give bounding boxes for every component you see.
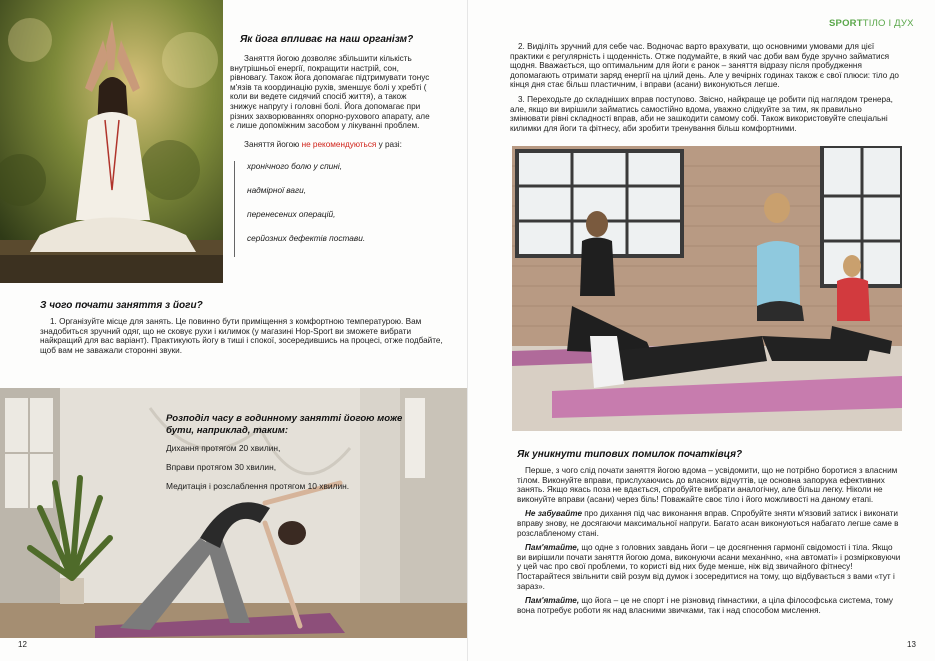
mistakes-text-4: Пам'ятайте, що йога – це не спорт і не різновид гімнастики, а ціла філософська система, тому вона потребує роботи як над власними звичками, так і над способом мислення. — [517, 596, 894, 615]
contra-intro: Заняття йогою не рекомендуються у разі: — [244, 139, 402, 149]
list-item: перенесених операцій, — [247, 209, 336, 220]
mistakes-section — [517, 449, 901, 620]
body-effect-title: Як йога впливає на наш організм? — [240, 34, 414, 45]
mistakes-text-3: Пам'ятайте, що одне з головних завдань йоги – це досягнення гармонії свідомості і тіла. Якщо ви вирішили почати заняття йогою дома, виконуючи асани механічно, «на автоматі» і розмірковуючи у цей час про свої проблеми, то користі від них буде менше, ніж від звичайного фітнесу! Постарайтеся звільнити свій розум від думок і зосередитися на тому, що відбувається з вами «тут і зараз». — [517, 543, 901, 591]
steps-section — [510, 42, 902, 138]
start-title: З чого почати заняття з йоги? — [40, 300, 203, 311]
mistakes-title: Як уникнути типових помилок початківця? — [517, 449, 743, 460]
group-yoga-photo — [512, 146, 902, 431]
list-item: надмірної ваги, — [247, 185, 307, 196]
body-effect-text: Заняття йогою дозволяє збільшити кількість внутрішньої енергії, покращити настрій, сон, рівновагу. Також йога допомагає підтримувати тонус м'язів та координацію рухів, зменшує болі у хребті ( коли ви ведете сидячий спосіб життя), а також знижує напругу і головні болі. Йога допомагає при різних захворюваннях опорно-рухового апарату, але є лише допоміжним засобом у лікуванні проблем. — [230, 54, 430, 131]
timing-block — [166, 413, 406, 500]
list-item: Вправи протягом 30 хвилин, — [166, 462, 277, 472]
page-number-right: 13 — [907, 640, 916, 649]
brand-header: SPORTТІЛО І ДУХ — [829, 18, 914, 29]
list-item: серйозних дефектів постави. — [247, 233, 366, 244]
step-3-text: 3. Переходьте до складніших вправ поступово. Звісно, найкраще це робити під наглядом тренера, але, якщо ви вирішили займатись самостійно вдома, уважно слідкуйте за тим, як правильно змінювати рівні складності вправ, аби не зашкодити самому собі. Також використовуйте спеціальні килимки для йоги та фітнесу, аби зробити тренування більш комфортними. — [510, 94, 893, 133]
list-item: Дихання протягом 20 хвилин, — [166, 443, 281, 453]
list-item: хронічного болю у спині, — [247, 161, 342, 172]
contra-highlight: не рекомендуються — [301, 139, 377, 149]
mistakes-text-1: Перше, з чого слід почати заняття йогою вдома – усвідомити, що не потрібно боротися з власним тілом. Виконуйте вправи, прислухаючись до власних відчуттів, це основна запорука ефективних занять. Якщо якась поза не вдається, спробуйте вибрати аналогічну, але більш легку. Ніколи не виконуйте вправи (асани) через біль! Поважайте своє тіло і його можливості на даному етапі. — [517, 466, 898, 504]
timing-title: Розподіл часу в годинному занятті йогою може бути, наприклад, таким: — [166, 413, 403, 436]
start-section — [40, 300, 445, 355]
page-gutter — [467, 0, 468, 661]
contra-list — [234, 161, 430, 257]
page-number-left: 12 — [18, 640, 27, 649]
list-item: Медитація і розслаблення протягом 10 хвилин. — [166, 481, 350, 491]
start-text: 1. Організуйте місце для занять. Це повинно бути приміщення з комфортною температурою. Вам знадобиться зручний одяг, що не сковує рухи і килимок (у магазині Hop-Sport ви зможете вибрати найкращий для вас варіант). Практикують йогу в тиші і спокої, зосередившись на процесі, отже подбайте, щоб вам не заважали сторонні звуки. — [40, 317, 443, 355]
mistakes-text-2: Не забувайте про дихання під час виконання вправ. Спробуйте зняти м'язовий затиск і виконати вправу знову, не досягаючи максимальної напруги. Багато асан виконуються набагато легше саме в розслабленому стані. — [517, 509, 899, 538]
step-2-text: 2. Виділіть зручний для себе час. Водночас варто врахувати, що основними умовами для цієї практики є регулярність і щоденність. Отже подумайте, в який час доби вам буде зручно займатися щодня. Вважається, що оптимальним для йоги є ранок – заняття відразу після пробудження допомагають отримати заряд енергії на цілий день. Але у вечірніх годинах також є свої плюси: тіло до кінця дня стає більш пластичним, і вправи (асани) виконуються легше. — [510, 42, 899, 90]
meditation-photo — [0, 0, 223, 283]
body-effect-section — [230, 34, 430, 257]
